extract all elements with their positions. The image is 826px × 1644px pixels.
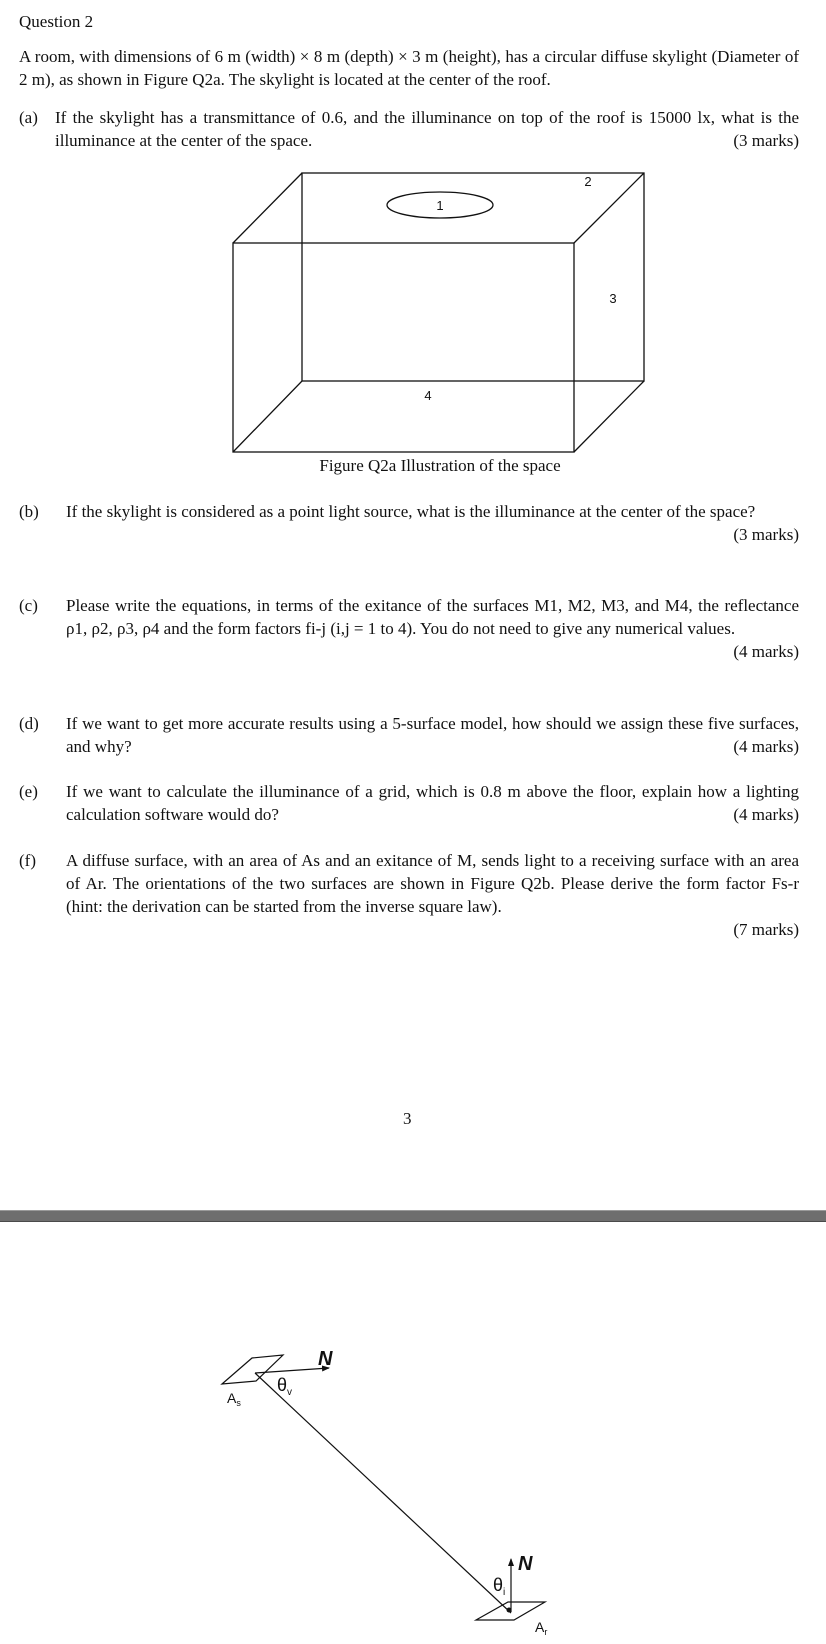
receiver-area-label: $A_r$ [535, 1619, 548, 1637]
page-separator [0, 1210, 826, 1222]
part-c-label: (c) [19, 596, 38, 615]
receiver-point [507, 1608, 512, 1613]
part-f-label: (f) [19, 851, 36, 870]
source-normal-label: N [318, 1348, 333, 1370]
connecting-line [255, 1373, 511, 1613]
figure-q2a-caption: Figure Q2a Illustration of the space [319, 456, 561, 475]
part-f-marks: (7 marks) [733, 920, 799, 939]
part-a-label: (a) [19, 108, 38, 127]
part-d-text: If we want to get more accurate results using a 5-surface model, how should we assign these five surfaces, and why? [66, 714, 799, 756]
part-c-marks: (4 marks) [733, 642, 799, 661]
part-a-text: If the skylight has a transmittance of 0.6, and the illuminance on top of the roof is 15000 lx, what is the illuminance at the center of the space. [55, 108, 799, 150]
part-b-label: (b) [19, 502, 39, 521]
part-a-marks: (3 marks) [733, 131, 799, 150]
surface-label-4: 4 [424, 388, 432, 403]
receiver-normal-label: N [518, 1553, 533, 1575]
room-back-face [302, 173, 644, 381]
theta-i-label: $\theta_i$ [493, 1575, 506, 1598]
question-title: Question 2 [19, 12, 94, 31]
part-d-marks: (4 marks) [733, 737, 799, 756]
room-edge-top-left [233, 173, 302, 243]
theta-v-label: $\theta_v$ [277, 1375, 293, 1398]
surface-label-2: 2 [584, 174, 592, 189]
part-b-marks: (3 marks) [733, 525, 799, 544]
part-e-marks: (4 marks) [733, 805, 799, 824]
part-e-text: If we want to calculate the illuminance of a grid, which is 0.8 m above the floor, explain how a lighting calculation software would do? [66, 782, 799, 824]
source-area-label: $A_s$ [227, 1390, 241, 1408]
surface-label-3: 3 [609, 291, 617, 306]
room-edge-bottom-left [233, 381, 302, 452]
room-front-face [233, 243, 574, 452]
surface-label-1: 1 [436, 198, 444, 213]
part-c-text: Please write the equations, in terms of the exitance of the surfaces M1, M2, M3, and M4, the reflectance ρ1, ρ2, ρ3, ρ4 and the form factors fi-j (i,j = 1 to 4). You do not need to give any numerical values. [66, 596, 799, 638]
question-intro: A room, with dimensions of 6 m (width) × 8 m (depth) × 3 m (height), has a circular diffuse skylight (Diameter of 2 m), as shown in Figure Q2a. The skylight is located at the center of the roof. [19, 47, 799, 89]
figure-q2b [0, 1330, 826, 1644]
part-d-label: (d) [19, 714, 39, 733]
room-edge-bottom-right [574, 381, 644, 452]
part-b-text: If the skylight is considered as a point light source, what is the illuminance at the center of the space? [66, 502, 756, 521]
part-f-text: A diffuse surface, with an area of As and an exitance of M, sends light to a receiving surface with an area of Ar. The orientations of the two surfaces are shown in Figure Q2b. Please derive the form factor Fs-r (hint: the derivation can be started from the inverse square law). [66, 851, 799, 916]
figure-q2a [0, 160, 826, 460]
part-e-label: (e) [19, 782, 38, 801]
page-number: 3 [403, 1109, 412, 1128]
source-surface [222, 1355, 283, 1384]
